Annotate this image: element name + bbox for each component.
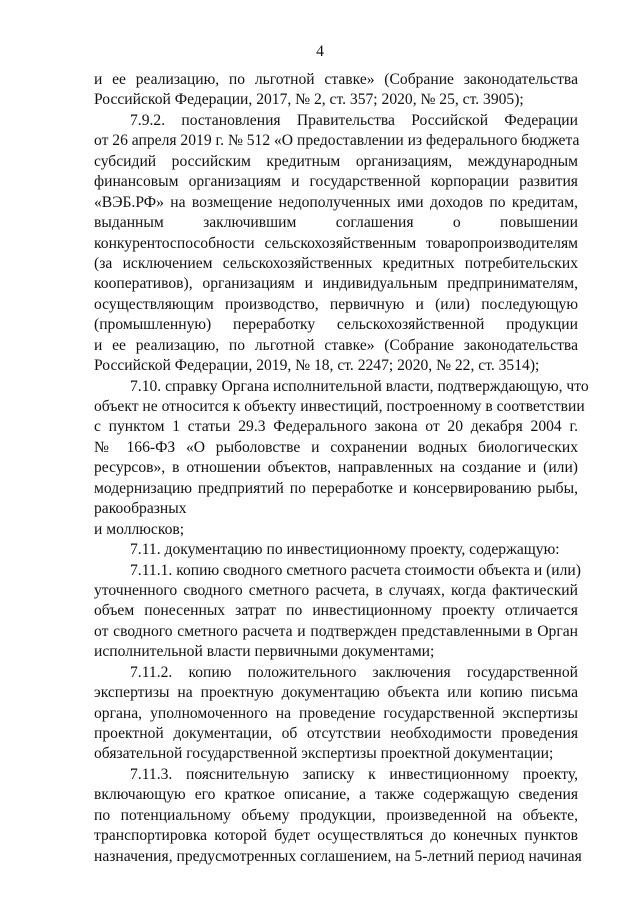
text-line: финансовым организациям и государственной корпорации развития bbox=[94, 173, 578, 191]
text-line: модернизацию предприятий по переработке и консервированию рыбы, bbox=[94, 479, 578, 497]
text-line: осуществляющим производство, первичную и (или) последующую bbox=[94, 295, 578, 313]
text-line: 7.9.2. постановления Правительства Российской Федерации bbox=[130, 111, 578, 129]
text-line: уточненного сводного сметного расчета, в случаях, когда фактический bbox=[94, 581, 578, 599]
text-line: (за исключением сельскохозяйственных кредитных потребительских bbox=[94, 254, 578, 272]
text-line: № 166-ФЗ «О рыболовстве и сохранении водных биологических bbox=[94, 438, 578, 456]
text-line: и ее реализацию, по льготной ставке» (Собрание законодательства bbox=[94, 336, 578, 354]
text-line: Российской Федерации, 2017, № 2, ст. 357; 2020, № 25, ст. 3905); bbox=[94, 91, 524, 109]
text-line: Российской Федерации, 2019, № 18, ст. 2247; 2020, № 22, ст. 3514); bbox=[94, 357, 540, 375]
text-line: 7.11.3. пояснительную записку к инвестиционному проекту, bbox=[130, 765, 578, 783]
text-line: (промышленную) переработку сельскохозяйственной продукции bbox=[94, 316, 578, 334]
text-line: выданным заключившим соглашения о повышении bbox=[94, 214, 578, 232]
document-body bbox=[94, 70, 589, 867]
text-line: назначения, предусмотренных соглашением, на 5-летний период начиная bbox=[94, 847, 582, 865]
text-line: 7.11.1. копию сводного сметного расчета стоимости объекта и (или) bbox=[130, 561, 581, 579]
text-line: 7.10. справку Органа исполнительной власти, подтверждающую, что bbox=[130, 377, 589, 395]
text-line: транспортировка которой будет осуществляться до конечных пунктов bbox=[94, 827, 578, 845]
text-line: и моллюсков; bbox=[94, 520, 185, 538]
text-line: 7.11. документацию по инвестиционному проекту, содержащую: bbox=[130, 541, 560, 559]
text-line: проектной документации, об отсутствии необходимости проведения bbox=[94, 725, 578, 742]
text-line: объект не относится к объекту инвестиций, построенному в соответствии bbox=[94, 398, 585, 415]
text-line: кооперативов), организациям и индивидуальным предпринимателям, bbox=[94, 275, 578, 293]
text-line: исполнительной власти первичными документами; bbox=[94, 643, 435, 661]
text-line: экспертизы на проектную документацию объекта или копию письма bbox=[94, 684, 578, 702]
text-line: конкурентоспособности сельскохозяйственным товаропроизводителям bbox=[94, 234, 578, 252]
text-line: субсидий российским кредитным организациям, международным bbox=[94, 152, 578, 170]
text-line: объем понесенных затрат по инвестиционному проекту отличается bbox=[94, 602, 578, 620]
text-line: «ВЭБ.РФ» на возмещение недополученных ими доходов по кредитам, bbox=[94, 193, 578, 211]
text-line: и ее реализацию, по льготной ставке» (Собрание законодательства bbox=[94, 71, 578, 88]
text-line: 7.11.2. копию положительного заключения государственной bbox=[130, 663, 578, 681]
text-line: от сводного сметного расчета и подтвержден представленными в Орган bbox=[94, 622, 578, 640]
text-line: ресурсов», в отношении объектов, направленных на создание и (или) bbox=[94, 459, 578, 477]
text-line: органа, уполномоченного на проведение государственной экспертизы bbox=[94, 704, 578, 722]
text-line: с пунктом 1 статьи 29.3 Федерального закона от 20 декабря 2004 г. bbox=[94, 418, 578, 436]
text-line: ракообразных bbox=[94, 500, 187, 518]
text-line: включающую его краткое описание, а также содержащую сведения bbox=[94, 786, 578, 804]
page-number: 4 bbox=[316, 43, 324, 60]
text-line: от 26 апреля 2019 г. № 512 «О предоставлении из федерального бюджета bbox=[94, 132, 580, 150]
text-line: обязательной государственной экспертизы проектной документации; bbox=[94, 745, 554, 763]
text-line: по потенциальному объему продукции, произведенной на объекте, bbox=[94, 806, 578, 824]
